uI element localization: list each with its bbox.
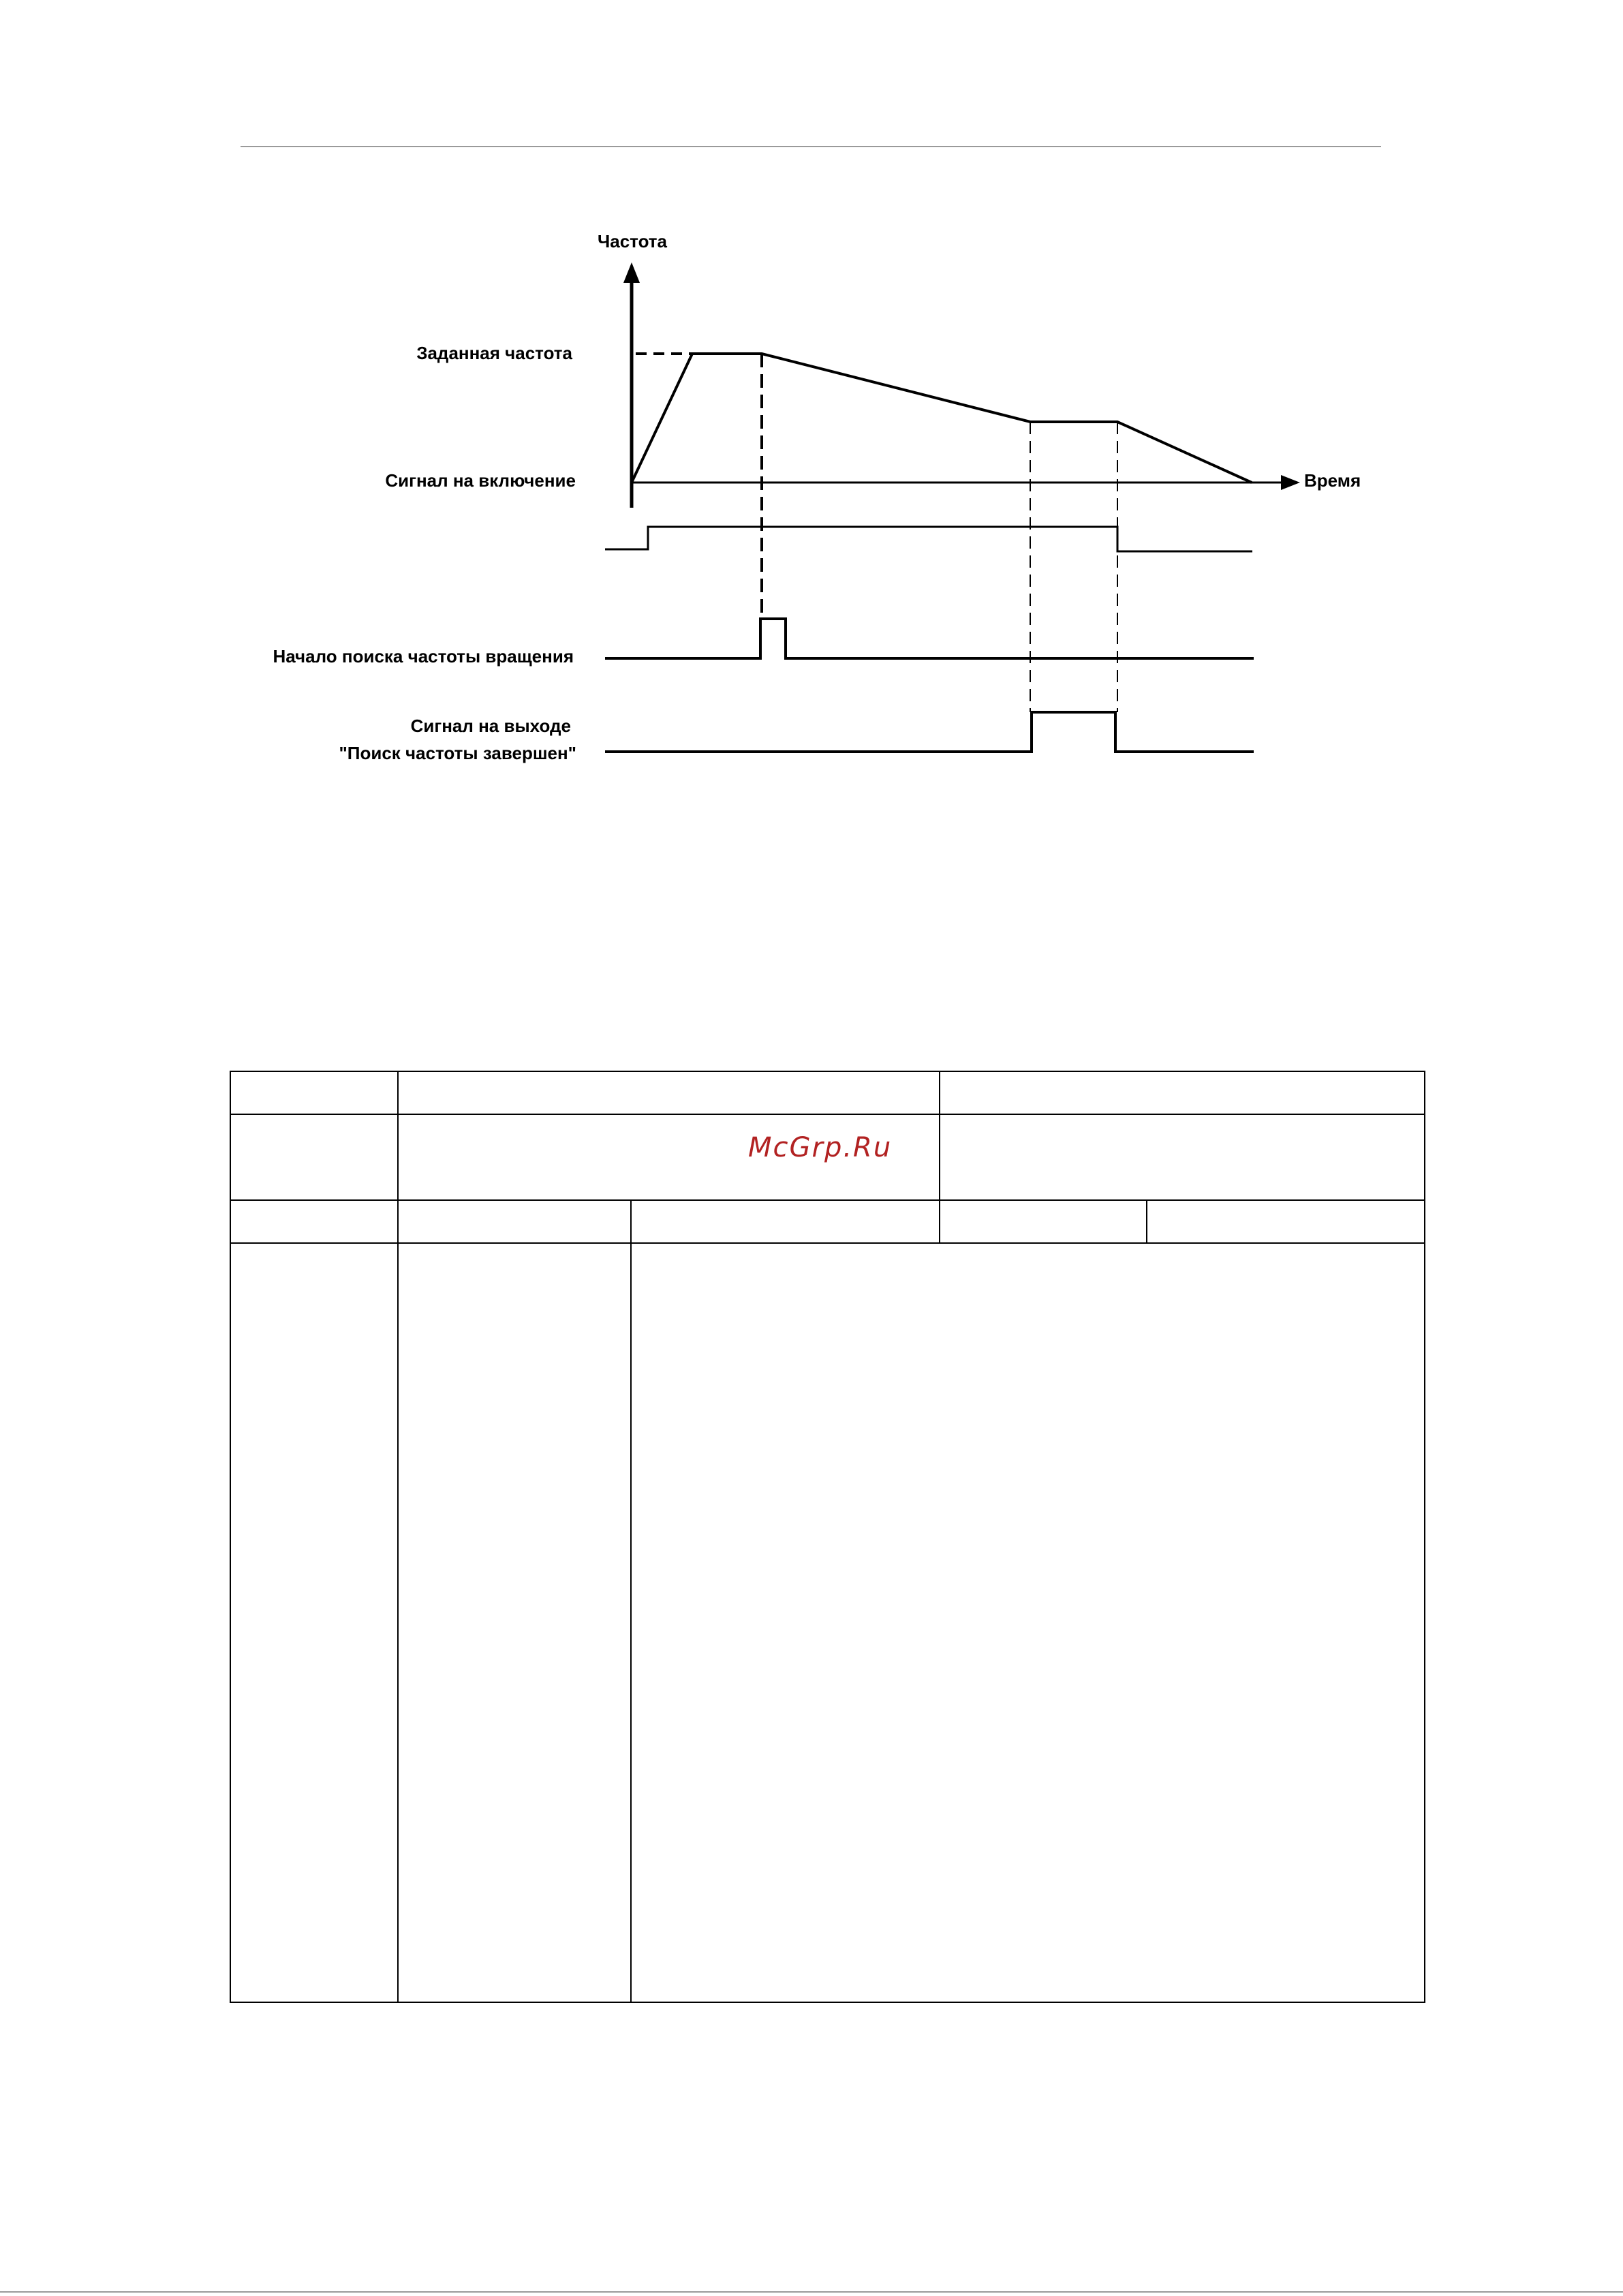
run-signal-trace (605, 527, 1252, 551)
y-axis-arrow-icon (623, 262, 640, 283)
footer-rule (0, 2289, 1623, 2295)
watermark: McGrp.Ru (748, 1132, 893, 1163)
run-signal-label: Сигнал на включение (385, 470, 576, 491)
x-axis-label: Время (1304, 470, 1361, 491)
y-axis-label: Частота (597, 231, 668, 251)
output-signal-label-line1: Сигнал на выходе (410, 716, 571, 736)
set-frequency-label: Заданная частота (416, 343, 572, 363)
parameter-table (230, 1071, 1425, 2003)
search-start-label: Начало поиска частоты вращения (273, 646, 574, 667)
search-complete-trace (605, 712, 1254, 752)
timing-diagram (0, 204, 1623, 1009)
output-signal-label-line2: "Поиск частоты завершен" (339, 743, 576, 763)
header-rule (0, 140, 1623, 154)
x-axis-arrow-icon (1281, 475, 1300, 490)
frequency-curve (632, 354, 1252, 483)
search-start-trace (605, 619, 1254, 658)
